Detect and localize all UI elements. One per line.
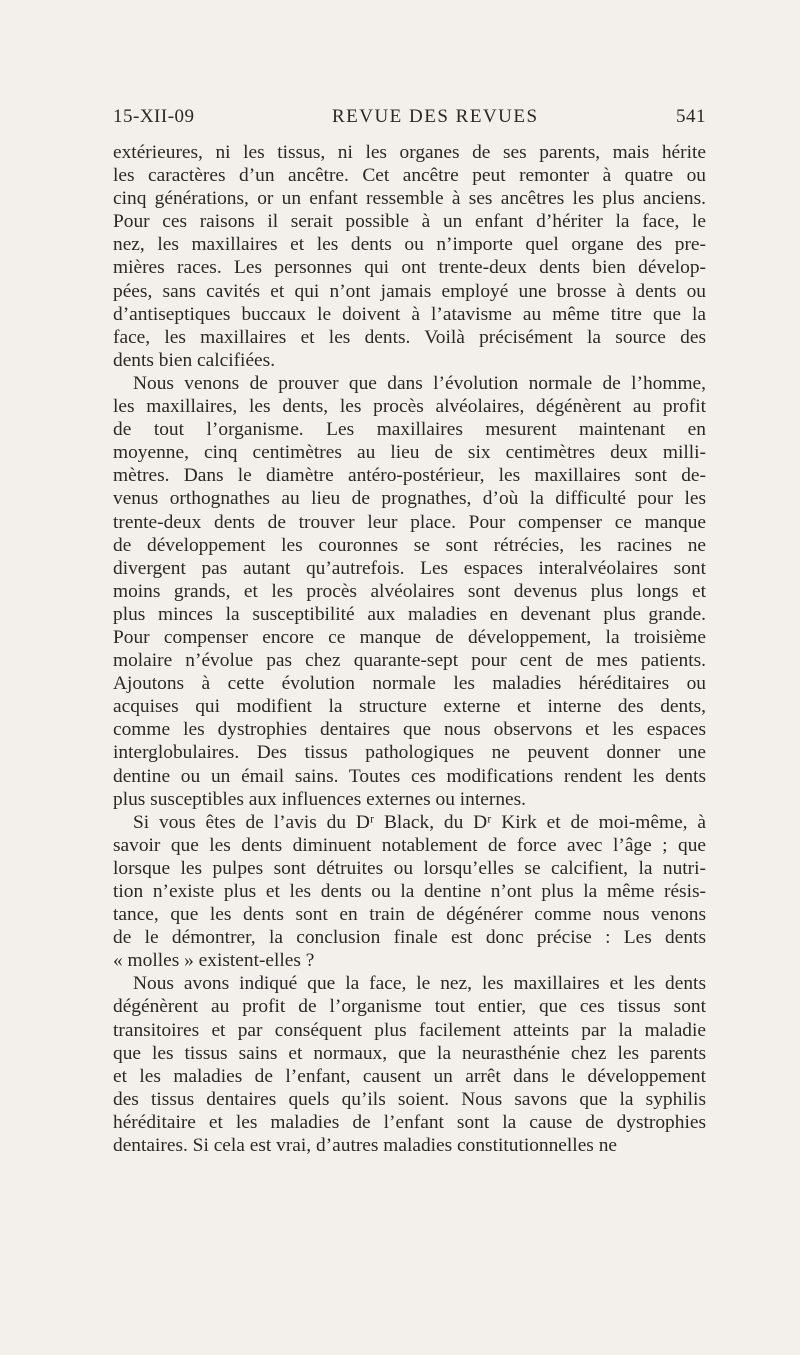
text-line: dentine ou un émail sains. Toutes ces modifications rendent les dents (113, 765, 706, 787)
text-line: pées, sans cavités et qui n’ont jamais employé une brosse à dents ou (113, 280, 706, 302)
text-line: nez, les maxillaires et les dents ou n’importe quel organe des pre- (113, 234, 706, 256)
text-line: molaire n’évolue pas chez quarante-sept pour cent de mes patients. (113, 650, 706, 672)
running-header (113, 106, 706, 132)
text-line: des tissus dentaires quels qu’ils soient. Nous savons que la syphilis (113, 1088, 706, 1110)
text-line: dents bien calcifiées. (113, 349, 276, 371)
paragraph (113, 372, 706, 811)
text-line: Ajoutons à cette évolution normale les maladies héréditaires ou (113, 673, 706, 695)
text-line: lorsque les pulpes sont détruites ou lorsqu’elles se calcifient, la nutri- (113, 857, 706, 879)
text-line: acquises qui modifient la structure externe et interne des dents, (113, 696, 706, 718)
text-line: d’antiseptiques buccaux le doivent à l’atavisme au même titre que la (113, 303, 706, 325)
text-line: les maxillaires, les dents, les procès alvéolaires, dégénèrent au profit (113, 396, 706, 418)
text-line: Pour compenser encore ce manque de développement, la troisième (113, 626, 706, 648)
text-line: tance, que les dents sont en train de dégénérer comme nous venons (113, 904, 706, 926)
text-line: et les maladies de l’enfant, causent un arrêt dans le développement (113, 1065, 706, 1087)
text-line: interglobulaires. Des tissus pathologiques ne peuvent donner une (113, 742, 706, 764)
text-line: que les tissus sains et normaux, que la neurasthénie chez les parents (113, 1042, 706, 1064)
text-line: comme les dystrophies dentaires que nous observons et les espaces (113, 719, 706, 741)
text-line: de tout l’organisme. Les maxillaires mesurent maintenant en (113, 419, 706, 441)
text-line: moins grands, et les procès alvéolaires sont devenus plus longs et (113, 580, 706, 602)
text-line: transitoires et par conséquent plus facilement atteints par la maladie (113, 1019, 706, 1041)
text-line: mètres. Dans le diamètre antéro-postérieur, les maxillaires sont de- (113, 465, 706, 487)
page-number: 541 (676, 106, 706, 127)
header-title: REVUE DES REVUES (331, 106, 539, 127)
text-line: savoir que les dents diminuent notablement de force avec l’âge ; que (113, 834, 706, 856)
text-line: cinq générations, or un enfant ressemble à ses ancêtres les plus anciens. (113, 188, 706, 210)
text-line: dégénèrent au profit de l’organisme tout entier, que ces tissus sont (113, 996, 706, 1018)
paragraph (113, 972, 706, 1157)
paragraph (113, 811, 706, 973)
text-line: de développement les couronnes se sont rétrécies, les racines ne (113, 534, 706, 556)
text-line: Si vous êtes de l’avis du Dʳ Black, du Dʳ Kirk et de moi-même, à (133, 811, 706, 833)
text-line: plus susceptibles aux influences externes ou internes. (113, 788, 527, 810)
text-line: Nous avons indiqué que la face, le nez, les maxillaires et les dents (133, 973, 706, 995)
text-line: mières races. Les personnes qui ont trente-deux dents bien dévelop- (113, 257, 706, 279)
text-line: héréditaire et les maladies de l’enfant sont la cause de dystrophies (113, 1111, 706, 1133)
text-line: extérieures, ni les tissus, ni les organes de ses parents, mais hérite (113, 142, 706, 163)
body-text (113, 141, 706, 1157)
text-line: venus orthognathes au lieu de prognathes, d’où la difficulté pour les (113, 488, 706, 510)
text-line: moyenne, cinq centimètres au lieu de six centimètres deux milli- (113, 442, 706, 464)
text-line: Nous venons de prouver que dans l’évolution normale de l’homme, (133, 372, 706, 394)
text-line: divergent pas autant qu’autrefois. Les espaces interalvéolaires sont (113, 557, 706, 579)
header-date: 15-XII-09 (113, 106, 195, 127)
text-line: dentaires. Si cela est vrai, d’autres maladies constitutionnelles ne (113, 1135, 617, 1157)
text-line: trente-deux dents de trouver leur place. Pour compenser ce manque (113, 511, 706, 533)
text-line: face, les maxillaires et les dents. Voilà précisément la source des (113, 326, 706, 348)
text-line: Pour ces raisons il serait possible à un enfant d’hériter la face, le (113, 211, 706, 233)
text-line: de le démontrer, la conclusion finale est donc précise : Les dents (113, 927, 706, 949)
text-line: « molles » existent-elles ? (113, 950, 315, 972)
text-line: les caractères d’un ancêtre. Cet ancêtre peut remonter à quatre ou (113, 165, 706, 187)
paragraph (113, 141, 706, 372)
text-line: tion n’existe plus et les dents ou la dentine n’ont plus la même résis- (113, 881, 706, 902)
text-line: plus minces la susceptibilité aux maladies en devenant plus grande. (113, 603, 706, 625)
